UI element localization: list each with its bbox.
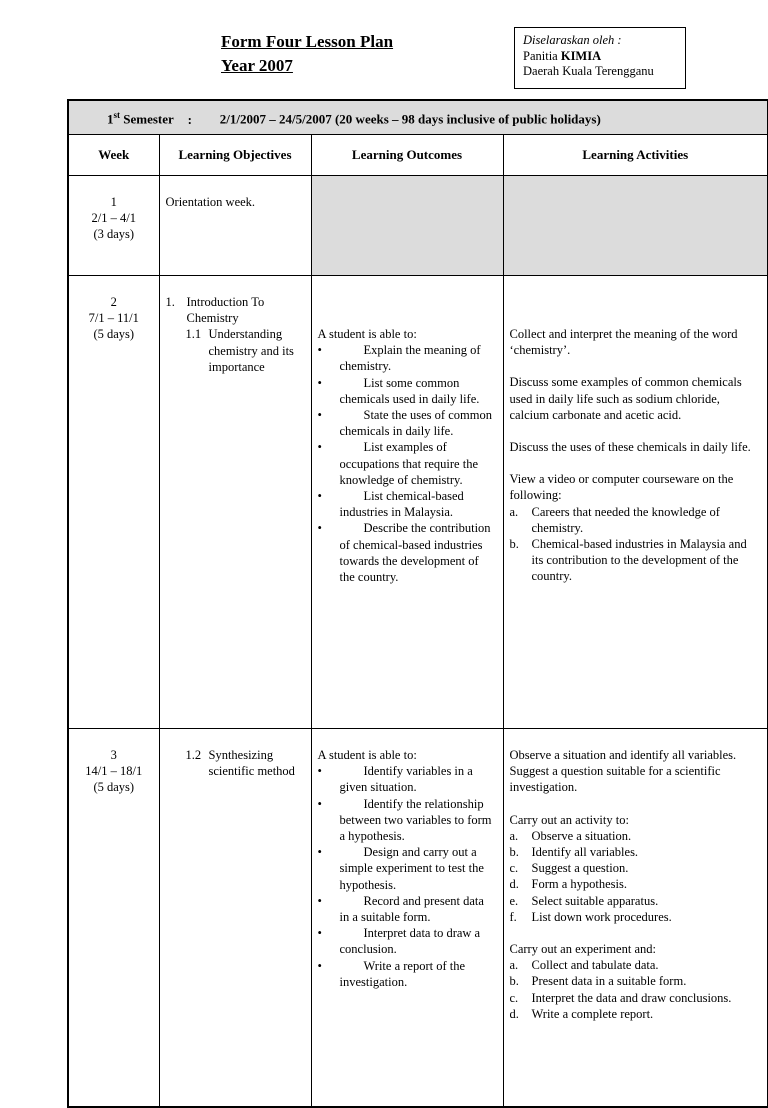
activity-list [510, 504, 762, 585]
table-row-week-1 [68, 176, 768, 276]
outcomes-cell [311, 729, 503, 1108]
semester-suffix: st [113, 110, 120, 121]
objectives-cell [159, 276, 311, 729]
list-item [318, 958, 497, 990]
list-marker: b. [509, 537, 519, 552]
list-marker: a. [509, 958, 519, 973]
column-header-outcomes: Learning Outcomes [311, 135, 503, 176]
list-marker: c. [509, 990, 519, 1005]
list-marker: d. [509, 1006, 519, 1021]
activities-cell [503, 176, 768, 276]
outcome-text: • Explain the meaning of chemistry. [339, 343, 481, 374]
objective-text: Orientation week. [165, 195, 256, 209]
activity-list [510, 828, 762, 925]
table-row-week-2 [68, 276, 768, 729]
coordinator-district: Daerah Kuala Terengganu [523, 64, 654, 78]
semester-dates: 2/1/2007 – 24/5/2007 (20 weeks – 98 days inclusive of public holidays) [219, 111, 601, 127]
list-text: Suggest a question. [531, 861, 629, 876]
outcome-text: • Design and carry out a simple experiment to test the hypothesis. [339, 845, 484, 892]
list-text: Interpret the data and draw conclusions. [531, 990, 732, 1005]
list-item [318, 488, 497, 520]
list-marker: e. [509, 893, 519, 908]
list-text: Observe a situation. [531, 828, 632, 843]
list-text: Careers that needed the knowledge of chemistry. [531, 504, 720, 535]
outcome-text: • State the uses of common chemicals in daily life. [339, 408, 492, 439]
objective-sub [166, 747, 307, 779]
list-item [510, 504, 762, 536]
activity-list [510, 957, 762, 1022]
outcome-intro: A student is able to: [317, 327, 417, 341]
list-item [510, 860, 762, 876]
header-row [68, 135, 768, 176]
lesson-plan-table [67, 99, 768, 1108]
list-text: List down work procedures. [531, 909, 672, 924]
week-dates: 2/1 – 4/1 [91, 211, 136, 226]
activity-paragraph: Observe a situation and identify all variables. Suggest a question suitable for a scientific investigation. [509, 748, 737, 795]
outcomes-cell [311, 176, 503, 276]
outcome-text: • Describe the contribution of chemical-based industries towards the development of the country. [339, 521, 491, 585]
objectives-cell [159, 176, 311, 276]
list-item [318, 439, 497, 488]
week-number: 3 [110, 748, 117, 762]
week-dates: 7/1 – 11/1 [88, 311, 139, 326]
outcome-text: • Interpret data to draw a conclusion. [339, 926, 481, 957]
list-item [318, 925, 497, 957]
panel-subject: KIMIA [560, 48, 602, 63]
list-marker: a. [509, 828, 519, 843]
panel-prefix: Panitia [523, 48, 561, 63]
outcome-text: • Write a report of the investigation. [339, 958, 466, 989]
outcome-text: • List chemical-based industries in Malaysia. [339, 489, 464, 520]
outcome-intro: A student is able to: [317, 748, 417, 762]
list-text: Write a complete report. [531, 1006, 654, 1021]
list-text: Present data in a suitable form. [531, 974, 687, 989]
objectives-cell [159, 729, 311, 1108]
list-marker: f. [509, 909, 517, 924]
objective-main [166, 294, 307, 326]
semester-separator: : [187, 111, 192, 127]
lesson-plan-table-wrapper [67, 99, 767, 1108]
outcome-text: • Identify the relationship between two variables to form a hypothesis. [339, 796, 492, 844]
list-item [318, 342, 497, 374]
activity-paragraph: Collect and interpret the meaning of the word ‘chemistry’. [509, 327, 738, 358]
activity-paragraph: View a video or computer courseware on the following: [509, 472, 734, 503]
document-year: Year 2007 [221, 56, 293, 75]
list-item [510, 844, 762, 860]
column-header-week: Week [68, 135, 159, 176]
coordinator-box [514, 27, 686, 89]
objective-number: 1. [165, 295, 175, 309]
objective-sub-number: 1.1 [185, 327, 202, 342]
list-marker: d. [509, 877, 519, 892]
list-text: Collect and tabulate data. [531, 958, 659, 973]
week-cell [68, 276, 159, 729]
objective-sub-text: Synthesizing scientific method [208, 748, 295, 779]
list-item [510, 957, 762, 973]
table-row-week-3 [68, 729, 768, 1108]
list-item [318, 520, 497, 585]
week-days: (5 days) [93, 327, 135, 342]
outcome-list [318, 342, 497, 585]
week-cell [68, 176, 159, 276]
coordinator-panel [523, 49, 685, 65]
activities-cell [503, 729, 768, 1108]
activity-paragraph: Carry out an experiment and: [509, 942, 656, 957]
objective-title: Introduction To Chemistry [186, 295, 265, 326]
semester-cell [68, 100, 768, 135]
column-header-activities: Learning Activities [503, 135, 768, 176]
list-item [510, 973, 762, 989]
list-item [510, 828, 762, 844]
list-item [510, 1006, 762, 1022]
column-header-objectives: Learning Objectives [159, 135, 311, 176]
document-title-block [221, 30, 393, 78]
document-title: Form Four Lesson Plan [221, 32, 394, 51]
coordinator-label: Diselaraskan oleh : [523, 33, 622, 47]
list-marker: c. [509, 861, 519, 876]
outcomes-cell [311, 276, 503, 729]
week-dates: 14/1 – 18/1 [85, 764, 143, 779]
list-text: Identify all variables. [531, 845, 639, 860]
activities-cell [503, 276, 768, 729]
outcome-list [318, 763, 497, 990]
outcome-text: • List some common chemicals used in daily life. [339, 375, 480, 406]
week-number: 2 [110, 295, 117, 309]
outcome-text: • List examples of occupations that require the knowledge of chemistry. [339, 440, 478, 487]
week-cell [68, 729, 159, 1108]
list-item [318, 844, 497, 893]
list-item [318, 375, 497, 407]
week-days: (3 days) [93, 227, 135, 242]
activity-paragraph: Discuss the uses of these chemicals in daily life. [509, 440, 751, 455]
list-item [318, 407, 497, 439]
list-text: Select suitable apparatus. [531, 893, 659, 908]
list-item [318, 763, 497, 795]
outcome-text: • Identify variables in a given situation. [339, 764, 473, 795]
list-item [510, 536, 762, 585]
outcome-text: • Record and present data in a suitable form. [339, 893, 484, 925]
objective-sub [166, 326, 307, 375]
list-text: Chemical-based industries in Malaysia and its contribution to the development of the country. [531, 537, 747, 584]
week-days: (5 days) [93, 780, 135, 795]
semester-label: Semester [120, 111, 174, 127]
semester-row [68, 100, 768, 135]
objective-sub-text: Understanding chemistry and its importance [208, 327, 294, 374]
list-marker: a. [509, 504, 519, 519]
list-item [318, 893, 497, 925]
list-item [510, 876, 762, 892]
semester-number: 1 [107, 111, 114, 127]
list-item [318, 796, 497, 845]
activity-paragraph: Carry out an activity to: [509, 812, 629, 827]
objective-sub-number: 1.2 [185, 748, 202, 762]
list-marker: b. [509, 974, 519, 989]
list-item [510, 909, 762, 925]
list-item [510, 893, 762, 909]
list-item [510, 990, 762, 1006]
week-number: 1 [110, 195, 117, 209]
list-text: Form a hypothesis. [531, 877, 627, 892]
list-marker: b. [509, 845, 519, 860]
activity-paragraph: Discuss some examples of common chemicals used in daily life such as sodium chloride, calcium carbonate and acetic acid. [509, 375, 742, 422]
